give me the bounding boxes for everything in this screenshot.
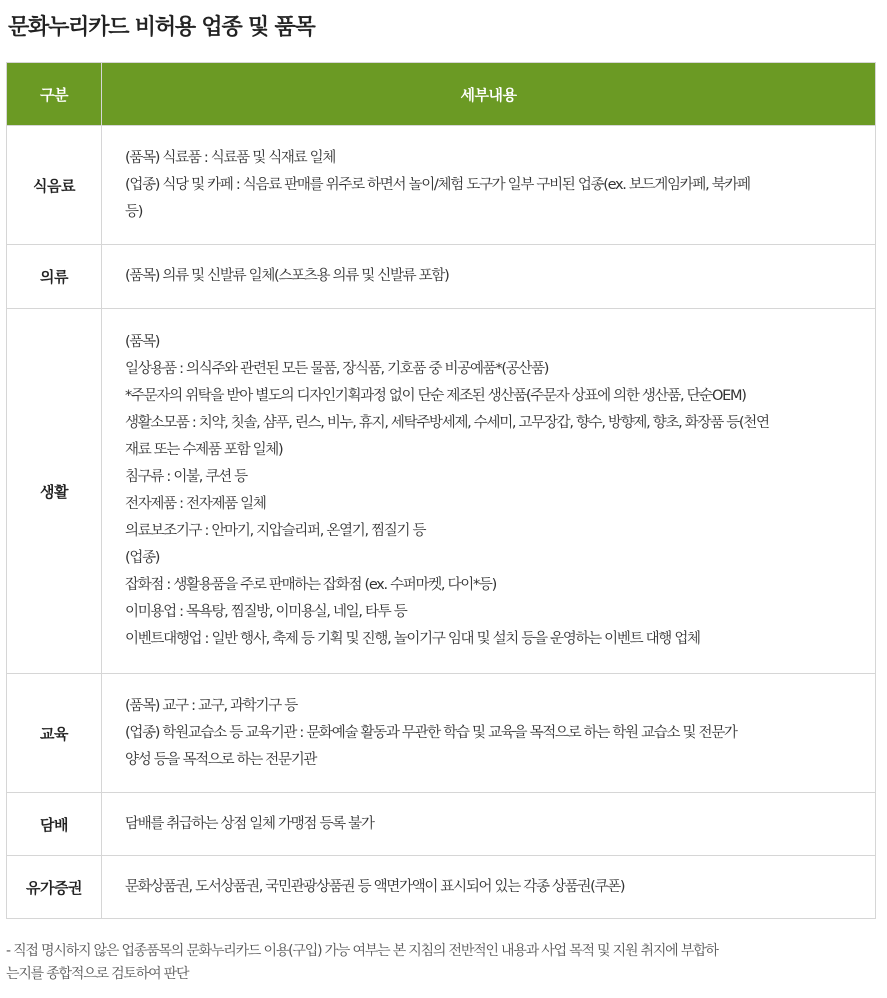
row-category: 담배 bbox=[7, 793, 102, 856]
row-details bbox=[102, 245, 876, 309]
row-details bbox=[102, 674, 876, 793]
table-row bbox=[7, 674, 876, 793]
table-row bbox=[7, 245, 876, 309]
detail-line: (품목) 식료품 : 식료품 및 식재료 일체 bbox=[125, 149, 336, 166]
detail-line: 문화상품권, 도서상품권, 국민관광상품권 등 액면가액이 표시되어 있는 각종 상품권(쿠폰) bbox=[125, 878, 625, 895]
detail-line: 등) bbox=[125, 203, 143, 220]
table-header-row bbox=[7, 63, 876, 126]
column-header-category: 구분 bbox=[7, 63, 102, 126]
detail-line: 이미용업 : 목욕탕, 찜질방, 이미용실, 네일, 타투 등 bbox=[125, 604, 407, 620]
table-row bbox=[7, 126, 876, 245]
detail-line: 의료보조기구 : 안마기, 지압슬리퍼, 온열기, 찜질기 등 bbox=[125, 523, 426, 539]
detail-line: 생활소모품 : 치약, 칫솔, 샴푸, 린스, 비누, 휴지, 세탁주방세제, 수세미, 고무장갑, 향수, 방향제, 향초, 화장품 등(천연 bbox=[125, 415, 769, 431]
detail-line: 재료 또는 수제품 포함 일체) bbox=[125, 442, 283, 458]
detail-line: 양성 등을 목적으로 하는 전문기관 bbox=[125, 751, 317, 768]
row-category: 생활 bbox=[7, 309, 102, 674]
detail-line: *주문자의 위탁을 받아 별도의 디자인기획과정 없이 단순 제조된 생산품(주문자 상표에 의한 생산품, 단순OEM) bbox=[125, 388, 746, 404]
detail-line: (품목) 의류 및 신발류 일체(스포츠용 의류 및 신발류 포함) bbox=[125, 268, 449, 284]
table-row bbox=[7, 793, 876, 856]
column-header-details: 세부내용 bbox=[102, 63, 876, 126]
row-details bbox=[102, 793, 876, 856]
detail-line: (품목) 교구 : 교구, 과학기구 등 bbox=[125, 697, 297, 714]
footnote-line: 는지를 종합적으로 검토하여 판단 bbox=[6, 966, 189, 982]
row-category: 식음료 bbox=[7, 126, 102, 245]
detail-line: 이벤트대행업 : 일반 행사, 축제 등 기획 및 진행, 놀이기구 임대 및 설치 등을 운영하는 이벤트 대행 업체 bbox=[125, 631, 700, 647]
page-title: 문화누리카드 비허용 업종 및 품목 bbox=[8, 15, 315, 40]
row-details bbox=[102, 856, 876, 919]
restriction-table bbox=[6, 62, 876, 919]
detail-line: 전자제품 : 전자제품 일체 bbox=[125, 496, 266, 512]
detail-line: (업종) bbox=[125, 550, 160, 566]
detail-line: (품목) bbox=[125, 334, 160, 350]
detail-line: (업종) 식당 및 카페 : 식음료 판매를 위주로 하면서 놀이/체험 도구가 일부 구비된 업종(ex. 보드게임카페, 북카페 bbox=[125, 176, 750, 193]
row-category: 의류 bbox=[7, 245, 102, 309]
detail-line: 담배를 취급하는 상점 일체 가맹점 등록 불가 bbox=[125, 815, 374, 832]
detail-line: (업종) 학원교습소 등 교육기관 : 문화예술 활동과 무관한 학습 및 교육을 목적으로 하는 학원 교습소 및 전문가 bbox=[125, 724, 737, 741]
table-row bbox=[7, 856, 876, 919]
footnote bbox=[6, 940, 878, 986]
detail-line: 잡화점 : 생활용품을 주로 판매하는 잡화점 (ex. 수퍼마켓, 다이*등) bbox=[125, 577, 496, 593]
footnote-line: - 직접 명시하지 않은 업종품목의 문화누리카드 이용(구입) 가능 여부는 본 지침의 전반적인 내용과 사업 목적 및 지원 취지에 부합하 bbox=[6, 943, 718, 959]
table-row bbox=[7, 309, 876, 674]
row-details bbox=[102, 309, 876, 674]
row-category: 유가증권 bbox=[7, 856, 102, 919]
detail-line: 일상용품 : 의식주와 관련된 모든 물품, 장식품, 기호품 중 비공예품*(공산품) bbox=[125, 361, 549, 377]
detail-line: 침구류 : 이불, 쿠션 등 bbox=[125, 469, 247, 485]
row-details bbox=[102, 126, 876, 245]
row-category: 교육 bbox=[7, 674, 102, 793]
